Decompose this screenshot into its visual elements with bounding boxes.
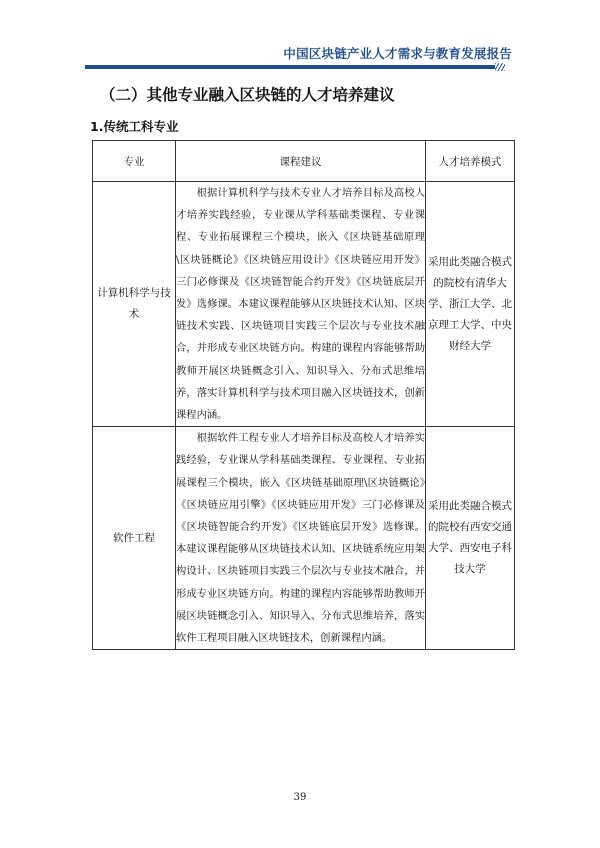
header-course-suggestion: 课程建议 bbox=[176, 141, 426, 182]
section-heading: （二）其他专业融入区块链的人才培养建议 bbox=[100, 86, 395, 104]
cell-course-suggestion bbox=[176, 182, 426, 427]
cell-course-suggestion bbox=[176, 427, 426, 650]
header-major: 专业 bbox=[93, 141, 176, 182]
cell-training-mode: 采用此类融合模式的院校有清华大学、浙江大学、北京理工大学、中央财经大学 bbox=[426, 182, 515, 427]
course-paragraph: 根据软件工程专业人才培养目标及高校人才培养实践经验，专业课从学科基础类课程、专业课程、专业拓展课程三个模块，嵌入《区块链基础原理\区块链概论》《区块链应用引擎》《区块链应用开发》三门必修课及《区块链智能合约开发》《区块链底层开发》选修课。本建议课程能够从区块链技术认知、区块链系统应用架构设计、区块链项目实践三个层次与专业技术融合，并形成专业区块链方向。构建的课程内容能够帮助教师开展区块链概念引入、知识导入、分布式思维培养，落实软件工程项目融入区块链技术，创新课程内涵。 bbox=[176, 432, 425, 645]
table-row bbox=[93, 427, 515, 650]
header-rule-hatch bbox=[495, 63, 505, 71]
header-training-mode: 人才培养模式 bbox=[426, 141, 515, 182]
page-number: 39 bbox=[293, 792, 307, 803]
table-header-row bbox=[93, 141, 515, 182]
cell-major: 软件工程 bbox=[93, 427, 176, 650]
course-paragraph: 根据计算机科学与技术专业人才培养目标及高校人才培养实践经验，专业课从学科基础类课程、专业课程、专业拓展课程三个模块，嵌入《区块链基础原理\区块链概论》《区块链应用设计》《区块链应用开发》三门必修课及《区块链智能合约开发》《区块链底层开发》选修课。本建议课程能够从区块链技术认知、区块链技术实践、区块链项目实践三个层次与专业技术融合，并形成专业区块链方向。构建的课程内容能够帮助教师开展区块链概念引入、知识导入、分布式思维培养，落实计算机科学与技术项目融入区块链技术，创新课程内涵。 bbox=[176, 187, 425, 422]
sub-heading: 1.传统工科专业 bbox=[90, 119, 179, 134]
header-rule bbox=[85, 65, 505, 69]
cell-training-mode: 采用此类融合模式的院校有西安交通大学、西安电子科技大学 bbox=[426, 427, 515, 650]
running-header-title: 中国区块链产业人才需求与教育发展报告 bbox=[283, 46, 512, 61]
course-table bbox=[92, 140, 515, 650]
table-row bbox=[93, 182, 515, 427]
cell-major: 计算机科学与技术 bbox=[93, 182, 176, 427]
